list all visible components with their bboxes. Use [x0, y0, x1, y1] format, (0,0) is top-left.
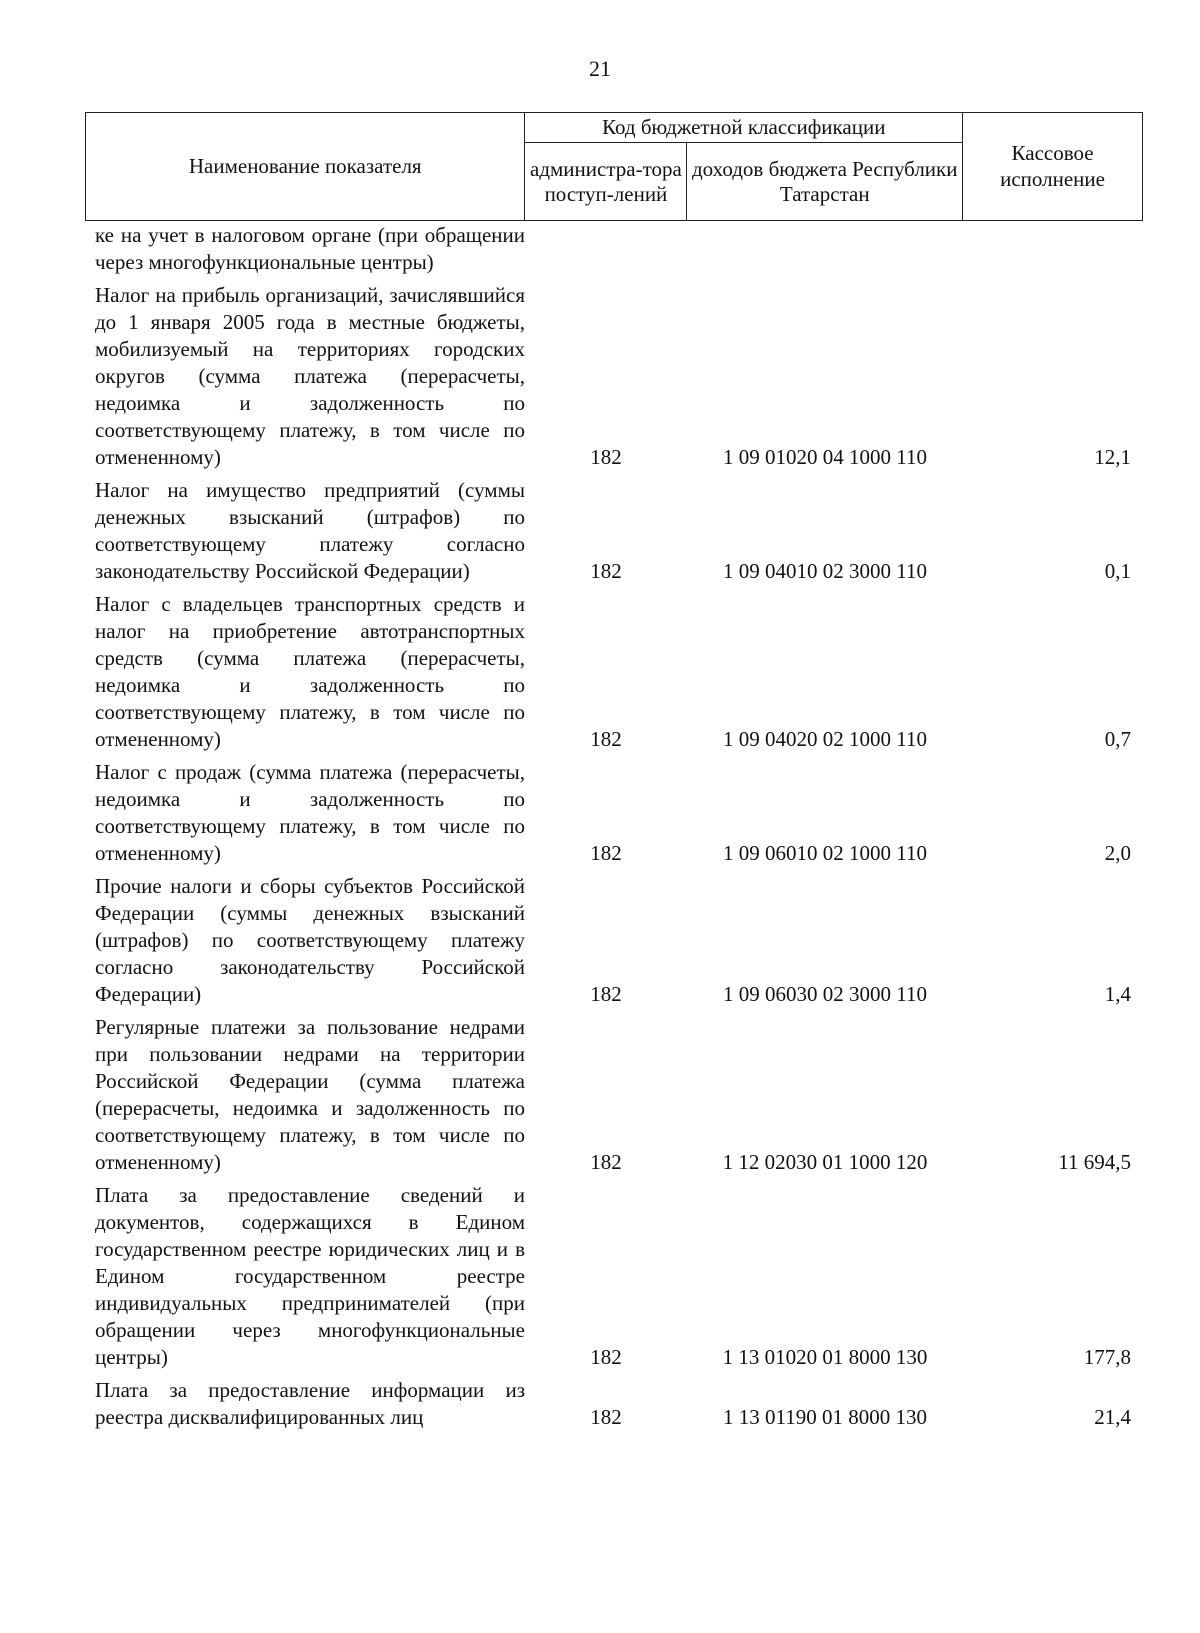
row-amount: 21,4	[1094, 1405, 1131, 1429]
row-amount: 12,1	[1094, 445, 1131, 469]
row-name: Прочие налоги и сборы субъектов Российской Федерации (суммы денежных взысканий (штрафов) по соответствующему платежу согласно законодательству Российской Федерации)	[95, 874, 525, 1006]
row-name: Налог с владельцев транспортных средств и налог на приобретение автотранспортных средств (сумма платежа (перерасчеты, недоимка и задолженность по соответствующему платежу, в том числе по отмененному)	[95, 592, 525, 751]
header-income-column: доходов бюджета Республики Татарстан	[687, 143, 963, 221]
table-body	[85, 222, 1143, 1437]
row-name: Плата за предоставление сведений и документов, содержащихся в Едином государственном реестре юридических лиц и в Едином государственном реестре индивидуальных предпринимателей (при обращении через многофункциональные центры)	[95, 1183, 525, 1369]
row-name: Регулярные платежи за пользование недрами при пользовании недрами на территории Российской Федерации (сумма платежа (перерасчеты, недоимка и задолженность по соответствующему платежу, в том числе по отмененному)	[95, 1015, 525, 1174]
row-code: 1 09 06030 02 3000 110	[723, 982, 927, 1006]
table-row	[85, 222, 1143, 276]
row-admin: 182	[590, 445, 622, 469]
row-code: 1 09 01020 04 1000 110	[723, 445, 927, 469]
row-code: 1 12 02030 01 1000 120	[722, 1150, 928, 1174]
row-name: Налог на прибыль организаций, зачислявшийся до 1 января 2005 года в местные бюджеты, мобилизуемый на территориях городских округов (сумма платежа (перерасчеты, недоимка и задолженность по соответствующему платежу, в том числе по отмененному)	[95, 283, 525, 469]
row-name: Плата за предоставление информации из реестра дисквалифицированных лиц	[95, 1378, 525, 1429]
table-row	[85, 873, 1143, 1008]
row-amount: 0,1	[1104, 559, 1131, 583]
table-row	[85, 591, 1143, 753]
row-admin: 182	[590, 982, 622, 1006]
row-code: 1 13 01190 01 8000 130	[723, 1405, 927, 1429]
row-name: ке на учет в налоговом органе (при обращении через многофункциональные центры)	[95, 223, 525, 274]
row-admin: 182	[590, 559, 622, 583]
header-code-group: Код бюджетной классификации	[525, 113, 963, 143]
row-name: Налог с продаж (сумма платежа (перерасчеты, недоимка и задолженность по соответствующему платежу, в том числе по отмененному)	[95, 760, 525, 865]
row-code: 1 13 01020 01 8000 130	[722, 1345, 928, 1369]
header-name-column: Наименование показателя	[86, 113, 525, 221]
row-admin: 182	[590, 841, 622, 865]
row-amount: 11 694,5	[1058, 1150, 1131, 1174]
row-amount: 177,8	[1083, 1345, 1131, 1369]
header-admin-column: администра-тора поступ-лений	[525, 143, 687, 221]
row-code: 1 09 04010 02 3000 110	[723, 559, 927, 583]
table-row	[85, 477, 1143, 585]
row-amount: 1,4	[1104, 982, 1131, 1006]
row-amount: 0,7	[1104, 727, 1131, 751]
row-admin: 182	[590, 1345, 622, 1369]
table-header	[85, 112, 1143, 221]
page-number: 21	[589, 56, 611, 81]
row-admin: 182	[590, 1405, 622, 1429]
row-admin: 182	[590, 1150, 622, 1174]
header-amount-column: Кассовое исполнение	[963, 113, 1143, 221]
table-row	[85, 1182, 1143, 1371]
table-row	[85, 759, 1143, 867]
row-code: 1 09 04020 02 1000 110	[723, 727, 927, 751]
row-name: Налог на имущество предприятий (суммы денежных взысканий (штрафов) по соответствующему платежу согласно законодательству Российской Федерации)	[95, 478, 525, 583]
table-row	[85, 1014, 1143, 1176]
row-code: 1 09 06010 02 1000 110	[723, 841, 927, 865]
table-row	[85, 1377, 1143, 1431]
row-amount: 2,0	[1104, 841, 1131, 865]
table-row	[85, 282, 1143, 471]
row-admin: 182	[590, 727, 622, 751]
